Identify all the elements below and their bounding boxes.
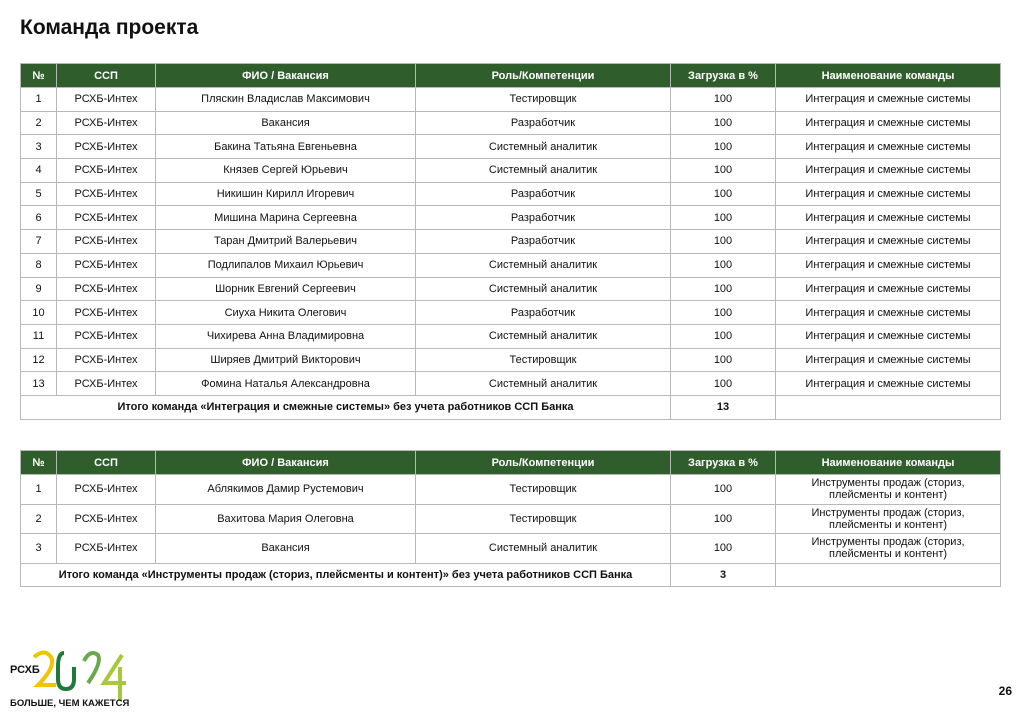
cell-row-number: 3 <box>21 135 57 159</box>
cell-workload-percent: 100 <box>671 504 776 534</box>
cell-row-number: 2 <box>21 111 57 135</box>
table-row <box>21 504 1001 534</box>
cell-workload-percent: 100 <box>671 230 776 254</box>
cell-full-name: Ширяев Дмитрий Викторович <box>156 348 416 372</box>
cell-ssp: РСХБ-Интех <box>57 88 156 112</box>
cell-team-name: Интеграция и смежные системы <box>776 301 1001 325</box>
cell-row-number: 2 <box>21 504 57 534</box>
cell-role: Разработчик <box>416 206 671 230</box>
cell-row-number: 1 <box>21 88 57 112</box>
table-row <box>21 324 1001 348</box>
cell-ssp: РСХБ-Интех <box>57 159 156 183</box>
cell-ssp: РСХБ-Интех <box>57 206 156 230</box>
total-empty-cell <box>776 563 1001 587</box>
cell-full-name: Никишин Кирилл Игоревич <box>156 182 416 206</box>
cell-workload-percent: 100 <box>671 111 776 135</box>
header-team-name: Наименование команды <box>776 64 1001 88</box>
cell-team-name: Интеграция и смежные системы <box>776 182 1001 206</box>
cell-row-number: 4 <box>21 159 57 183</box>
cell-team-name: Интеграция и смежные системы <box>776 88 1001 112</box>
cell-full-name: Вакансия <box>156 534 416 564</box>
cell-full-name: Аблякимов Дамир Рустемович <box>156 475 416 505</box>
cell-team-name: Интеграция и смежные системы <box>776 253 1001 277</box>
cell-workload-percent: 100 <box>671 301 776 325</box>
cell-ssp: РСХБ-Интех <box>57 253 156 277</box>
header-ssp: ССП <box>57 451 156 475</box>
cell-role: Разработчик <box>416 230 671 254</box>
cell-team-name: Интеграция и смежные системы <box>776 111 1001 135</box>
table-row <box>21 253 1001 277</box>
page-title: Команда проекта <box>20 16 199 39</box>
cell-row-number: 5 <box>21 182 57 206</box>
header-role: Роль/Компетенции <box>416 64 671 88</box>
table-row <box>21 230 1001 254</box>
cell-team-name: Инструменты продаж (сториз, плейсменты и контент) <box>776 534 1001 564</box>
cell-row-number: 8 <box>21 253 57 277</box>
cell-team-name: Интеграция и смежные системы <box>776 206 1001 230</box>
cell-ssp: РСХБ-Интех <box>57 182 156 206</box>
svg-text:РСХБ: РСХБ <box>10 664 40 676</box>
cell-team-name: Интеграция и смежные системы <box>776 348 1001 372</box>
cell-full-name: Подлипалов Михаил Юрьевич <box>156 253 416 277</box>
cell-full-name: Вахитова Мария Олеговна <box>156 504 416 534</box>
cell-ssp: РСХБ-Интех <box>57 372 156 396</box>
cell-row-number: 6 <box>21 206 57 230</box>
header-team-name: Наименование команды <box>776 451 1001 475</box>
cell-full-name: Князев Сергей Юрьевич <box>156 159 416 183</box>
cell-role: Системный аналитик <box>416 324 671 348</box>
cell-row-number: 1 <box>21 475 57 505</box>
cell-team-name: Интеграция и смежные системы <box>776 135 1001 159</box>
cell-row-number: 11 <box>21 324 57 348</box>
team-table-sales-tools <box>20 450 1001 587</box>
cell-full-name: Фомина Наталья Александровна <box>156 372 416 396</box>
svg-text:БОЛЬШЕ, ЧЕМ КАЖЕТСЯ: БОЛЬШЕ, ЧЕМ КАЖЕТСЯ <box>10 698 130 708</box>
cell-ssp: РСХБ-Интех <box>57 301 156 325</box>
cell-role: Тестировщик <box>416 348 671 372</box>
table-row <box>21 534 1001 564</box>
cell-ssp: РСХБ-Интех <box>57 504 156 534</box>
cell-full-name: Бакина Татьяна Евгеньевна <box>156 135 416 159</box>
header-row-number: № <box>21 451 57 475</box>
cell-team-name: Инструменты продаж (сториз, плейсменты и контент) <box>776 504 1001 534</box>
table-row <box>21 182 1001 206</box>
cell-role: Тестировщик <box>416 475 671 505</box>
total-row <box>21 395 1001 419</box>
cell-workload-percent: 100 <box>671 534 776 564</box>
table-row <box>21 301 1001 325</box>
cell-row-number: 7 <box>21 230 57 254</box>
cell-ssp: РСХБ-Интех <box>57 277 156 301</box>
page-number: 26 <box>998 684 1012 698</box>
table-row <box>21 159 1001 183</box>
cell-team-name: Интеграция и смежные системы <box>776 230 1001 254</box>
table-row <box>21 475 1001 505</box>
rshb-2024-logo <box>10 645 130 708</box>
header-row-number: № <box>21 64 57 88</box>
cell-full-name: Сиуха Никита Олегович <box>156 301 416 325</box>
cell-role: Разработчик <box>416 111 671 135</box>
table-row <box>21 206 1001 230</box>
cell-workload-percent: 100 <box>671 277 776 301</box>
header-full-name: ФИО / Вакансия <box>156 451 416 475</box>
cell-role: Системный аналитик <box>416 372 671 396</box>
cell-workload-percent: 100 <box>671 348 776 372</box>
cell-ssp: РСХБ-Интех <box>57 534 156 564</box>
cell-workload-percent: 100 <box>671 253 776 277</box>
cell-row-number: 10 <box>21 301 57 325</box>
cell-full-name: Чихирева Анна Владимировна <box>156 324 416 348</box>
header-workload-percent: Загрузка в % <box>671 64 776 88</box>
cell-row-number: 9 <box>21 277 57 301</box>
cell-role: Системный аналитик <box>416 159 671 183</box>
total-empty-cell <box>776 395 1001 419</box>
cell-full-name: Пляскин Владислав Максимович <box>156 88 416 112</box>
cell-workload-percent: 100 <box>671 88 776 112</box>
cell-role: Системный аналитик <box>416 277 671 301</box>
total-row <box>21 563 1001 587</box>
header-workload-percent: Загрузка в % <box>671 451 776 475</box>
cell-ssp: РСХБ-Интех <box>57 135 156 159</box>
table-row <box>21 88 1001 112</box>
cell-role: Системный аналитик <box>416 534 671 564</box>
table-row <box>21 348 1001 372</box>
cell-role: Системный аналитик <box>416 135 671 159</box>
header-row <box>21 451 1001 475</box>
cell-workload-percent: 100 <box>671 324 776 348</box>
header-role: Роль/Компетенции <box>416 451 671 475</box>
header-ssp: ССП <box>57 64 156 88</box>
cell-team-name: Интеграция и смежные системы <box>776 159 1001 183</box>
table-row <box>21 277 1001 301</box>
team-table-integration <box>20 63 1001 420</box>
cell-ssp: РСХБ-Интех <box>57 475 156 505</box>
cell-team-name: Интеграция и смежные системы <box>776 277 1001 301</box>
cell-workload-percent: 100 <box>671 135 776 159</box>
total-label: Итого команда «Инструменты продаж (сториз, плейсменты и контент)» без учета работников ССП Банка <box>21 563 671 587</box>
cell-ssp: РСХБ-Интех <box>57 111 156 135</box>
table-row <box>21 372 1001 396</box>
cell-role: Системный аналитик <box>416 253 671 277</box>
total-value: 3 <box>671 563 776 587</box>
cell-role: Тестировщик <box>416 504 671 534</box>
cell-ssp: РСХБ-Интех <box>57 230 156 254</box>
cell-full-name: Таран Дмитрий Валерьевич <box>156 230 416 254</box>
header-row <box>21 64 1001 88</box>
cell-full-name: Мишина Марина Сергеевна <box>156 206 416 230</box>
cell-full-name: Вакансия <box>156 111 416 135</box>
cell-team-name: Инструменты продаж (сториз, плейсменты и контент) <box>776 475 1001 505</box>
cell-team-name: Интеграция и смежные системы <box>776 324 1001 348</box>
cell-row-number: 3 <box>21 534 57 564</box>
cell-workload-percent: 100 <box>671 182 776 206</box>
cell-full-name: Шорник Евгений Сергеевич <box>156 277 416 301</box>
cell-role: Разработчик <box>416 301 671 325</box>
table-row <box>21 135 1001 159</box>
cell-row-number: 13 <box>21 372 57 396</box>
cell-workload-percent: 100 <box>671 159 776 183</box>
cell-team-name: Интеграция и смежные системы <box>776 372 1001 396</box>
total-label: Итого команда «Интеграция и смежные системы» без учета работников ССП Банка <box>21 395 671 419</box>
cell-role: Тестировщик <box>416 88 671 112</box>
cell-workload-percent: 100 <box>671 372 776 396</box>
cell-role: Разработчик <box>416 182 671 206</box>
cell-workload-percent: 100 <box>671 475 776 505</box>
cell-workload-percent: 100 <box>671 206 776 230</box>
table-row <box>21 111 1001 135</box>
cell-ssp: РСХБ-Интех <box>57 324 156 348</box>
cell-ssp: РСХБ-Интех <box>57 348 156 372</box>
total-value: 13 <box>671 395 776 419</box>
cell-row-number: 12 <box>21 348 57 372</box>
header-full-name: ФИО / Вакансия <box>156 64 416 88</box>
